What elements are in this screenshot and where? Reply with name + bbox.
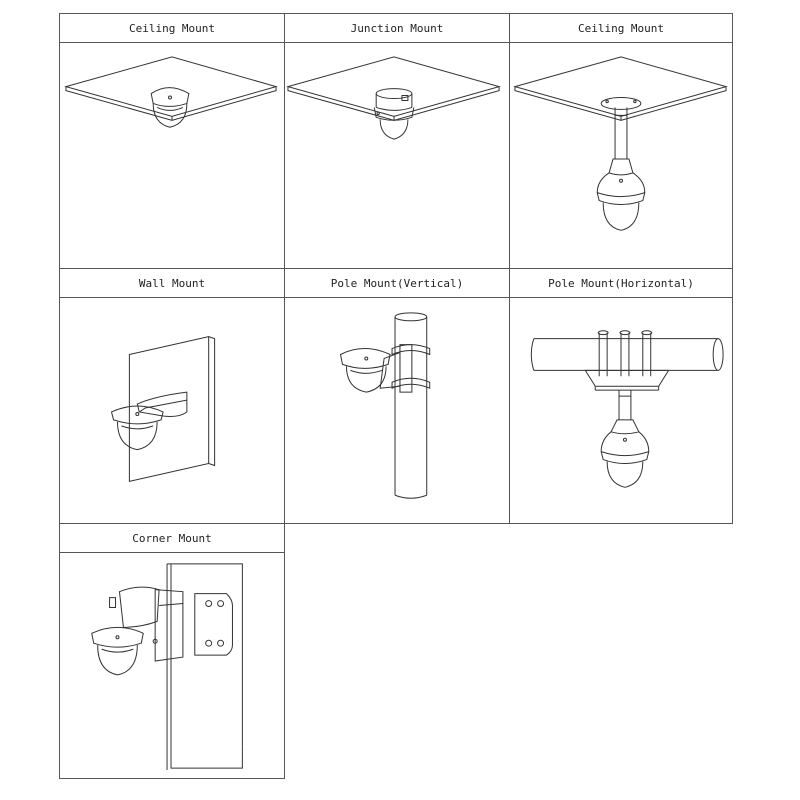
pendant-mount-illustration — [510, 42, 732, 268]
panel-title: Ceiling Mount — [510, 14, 732, 43]
panel-pole-mount-horizontal — [509, 268, 733, 524]
panel-wall-mount — [59, 268, 285, 524]
horizontal-pole-mount-illustration — [510, 297, 732, 523]
panel-title: Ceiling Mount — [60, 14, 284, 43]
panel-title: Pole Mount(Horizontal) — [510, 269, 732, 298]
panel-title: Pole Mount(Vertical) — [285, 269, 509, 298]
panel-ceiling-mount — [59, 13, 285, 269]
vertical-pole-mount-illustration — [285, 297, 509, 523]
panel-pole-mount-vertical — [284, 268, 510, 524]
panel-pendant-mount — [509, 13, 733, 269]
panel-title: Wall Mount — [60, 269, 284, 298]
wall-mount-illustration — [60, 297, 284, 523]
panel-corner-mount — [59, 523, 285, 779]
corner-mount-illustration — [60, 552, 284, 778]
ceiling-mount-illustration — [60, 42, 284, 268]
junction-mount-illustration — [285, 42, 509, 268]
panel-title: Junction Mount — [285, 14, 509, 43]
panel-title: Corner Mount — [60, 524, 284, 553]
panel-junction-mount — [284, 13, 510, 269]
